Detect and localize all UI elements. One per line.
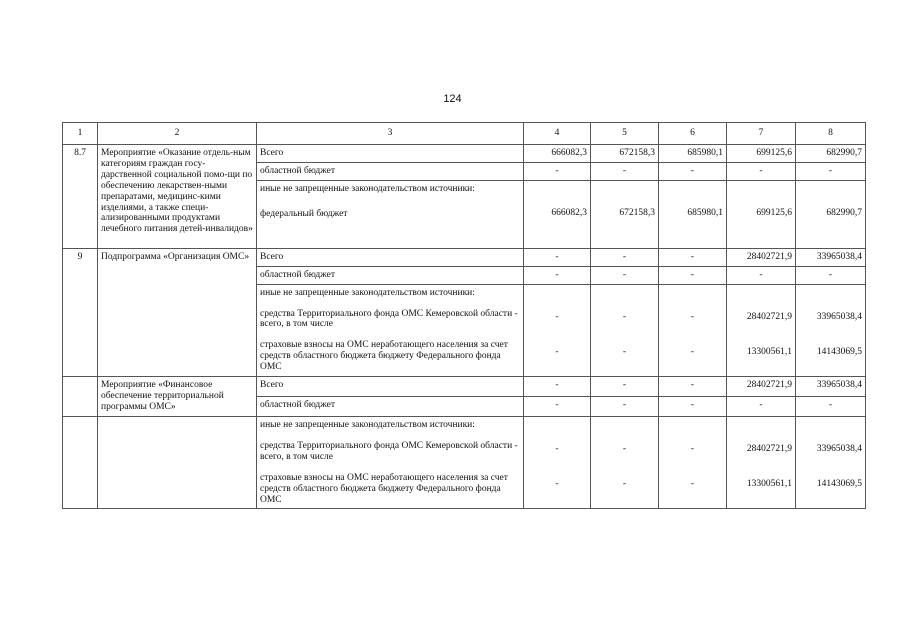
value-cell: 28402721,9 13300561,1 bbox=[727, 284, 796, 377]
value-cell: - - bbox=[524, 416, 591, 509]
value-cell: - bbox=[591, 248, 659, 266]
value-cell: 699125,6 bbox=[727, 180, 796, 248]
value-cell: - bbox=[591, 377, 659, 397]
header-cell: 4 bbox=[524, 123, 591, 145]
value-cell: - bbox=[659, 266, 727, 284]
header-cell: 1 bbox=[63, 123, 98, 145]
table-row bbox=[63, 377, 866, 397]
value-cell: - bbox=[796, 162, 866, 180]
value-cell: 699125,6 bbox=[727, 144, 796, 162]
value-cell: 672158,3 bbox=[591, 144, 659, 162]
header-cell: 6 bbox=[659, 123, 727, 145]
value-cell: - bbox=[524, 162, 591, 180]
measure-name bbox=[98, 416, 257, 509]
value-cell: 685980,1 bbox=[659, 180, 727, 248]
value-cell: 682990,7 bbox=[796, 144, 866, 162]
value-cell: 33965038,4 14143069,5 bbox=[796, 416, 866, 509]
value-cell: - bbox=[524, 248, 591, 266]
header-cell: 7 bbox=[727, 123, 796, 145]
value-cell: - bbox=[727, 162, 796, 180]
value-cell: - bbox=[727, 266, 796, 284]
source-cell bbox=[257, 180, 524, 248]
value-cell: 28402721,9 13300561,1 bbox=[727, 416, 796, 509]
header-cell: 8 bbox=[796, 123, 866, 145]
source-line: средства Территориального фонда ОМС Кемеровской области - всего, в том числе bbox=[260, 440, 518, 462]
page-number: 124 bbox=[443, 93, 462, 105]
source-cell: областной бюджет bbox=[257, 397, 524, 417]
source-cell: Всего bbox=[257, 377, 524, 397]
value-cell: - - bbox=[591, 416, 659, 509]
source-line: федеральный бюджет bbox=[260, 208, 348, 219]
source-cell: Всего bbox=[257, 144, 524, 162]
value-cell: - bbox=[591, 162, 659, 180]
value-cell: - bbox=[524, 266, 591, 284]
value-cell: - - bbox=[591, 284, 659, 377]
value-cell: 28402721,9 bbox=[727, 377, 796, 397]
value-cell: - bbox=[659, 397, 727, 417]
source-subheading: иные не запрещенные законодательством источники: bbox=[260, 287, 475, 298]
header-cell: 2 bbox=[98, 123, 257, 145]
value-cell: - bbox=[659, 248, 727, 266]
value-cell: 28402721,9 bbox=[727, 248, 796, 266]
header-cell: 5 bbox=[591, 123, 659, 145]
value-cell: - bbox=[591, 397, 659, 417]
source-line: средства Территориального фонда ОМС Кемеровской области - всего, в том числе bbox=[260, 308, 518, 330]
table-row bbox=[63, 416, 866, 509]
value-cell: 33965038,4 14143069,5 bbox=[796, 284, 866, 377]
value-cell: 682990,7 bbox=[796, 180, 866, 248]
source-line: страховые взносы на ОМС неработающего населения за счет средств областного бюджета бюджету Федерального фонда ОМС bbox=[260, 472, 508, 505]
row-number: 8.7 bbox=[63, 144, 98, 248]
source-subheading: иные не запрещенные законодательством источники: bbox=[260, 183, 475, 194]
value-cell: 672158,3 bbox=[591, 180, 659, 248]
value-cell: 33965038,4 bbox=[796, 377, 866, 397]
measure-name: Мероприятие «Оказание отдель-ным категориям граждан госу-дарственной социальной помо-щи по обеспечению лекарствен-ными препаратами, медицинс-кими изделиями, а также специ-ализированными продуктами лечебного питания детей-инвалидов» bbox=[98, 144, 257, 248]
row-number: 9 bbox=[63, 248, 98, 376]
value-cell: 33965038,4 bbox=[796, 248, 866, 266]
source-line: страховые взносы на ОМС неработающего населения за счет средств областного бюджета бюджету Федерального фонда ОМС bbox=[260, 340, 508, 373]
value-cell: - bbox=[796, 397, 866, 417]
value-cell: 666082,3 bbox=[524, 180, 591, 248]
row-number bbox=[63, 416, 98, 509]
row-number bbox=[63, 377, 98, 417]
source-subheading: иные не запрещенные законодательством источники: bbox=[260, 419, 475, 430]
value-cell: - - bbox=[659, 284, 727, 377]
value-cell: 685980,1 bbox=[659, 144, 727, 162]
value-cell: - bbox=[796, 266, 866, 284]
source-cell: областной бюджет bbox=[257, 266, 524, 284]
value-cell: - bbox=[659, 162, 727, 180]
value-cell: 666082,3 bbox=[524, 144, 591, 162]
source-cell: Всего bbox=[257, 248, 524, 266]
value-cell: - bbox=[524, 397, 591, 417]
value-cell: - bbox=[524, 377, 591, 397]
source-cell bbox=[257, 416, 524, 509]
budget-table bbox=[62, 122, 866, 509]
value-cell: - bbox=[659, 377, 727, 397]
table-row bbox=[63, 248, 866, 266]
value-cell: - bbox=[727, 397, 796, 417]
source-cell: областной бюджет bbox=[257, 162, 524, 180]
source-cell bbox=[257, 284, 524, 377]
value-cell: - - bbox=[524, 284, 591, 377]
measure-name: Мероприятие «Финансовое обеспечение территориальной программы ОМС» bbox=[98, 377, 257, 417]
measure-name: Подпрограмма «Организация ОМС» bbox=[98, 248, 257, 376]
header-row bbox=[63, 123, 866, 145]
header-cell: 3 bbox=[257, 123, 524, 145]
table-row bbox=[63, 144, 866, 162]
value-cell: - - bbox=[659, 416, 727, 509]
value-cell: - bbox=[591, 266, 659, 284]
